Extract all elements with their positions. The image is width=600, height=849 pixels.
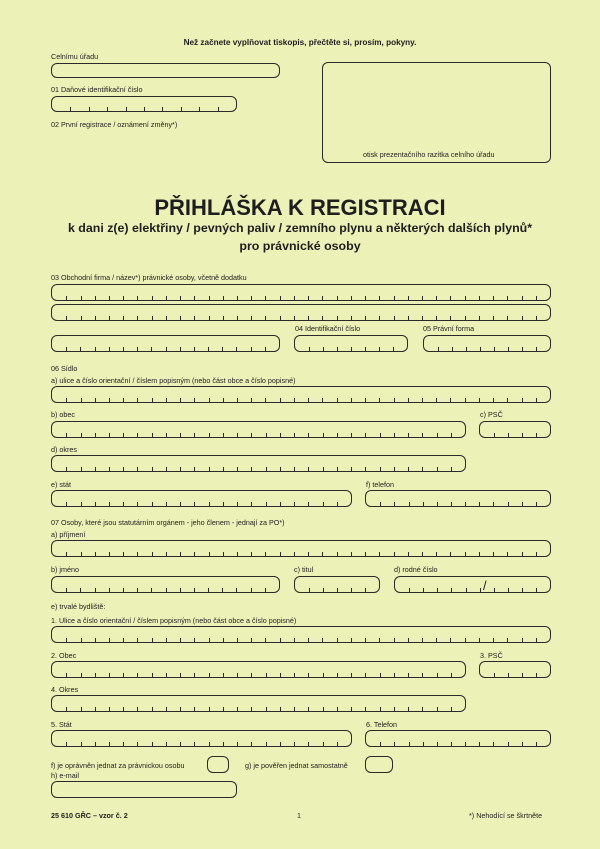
seat-district-field[interactable] — [51, 455, 466, 472]
residence-zip-label: 3. PSČ — [480, 651, 503, 660]
independent-checkbox[interactable] — [365, 756, 393, 773]
first-name-label: b) jméno — [51, 565, 79, 574]
customs-office-field[interactable] — [51, 63, 280, 78]
footnote: *) Nehodící se škrtněte — [469, 811, 543, 820]
residence-zip-field[interactable] — [479, 661, 551, 678]
form-subtitle: k dani z(e) elektřiny / pevných paliv / zemního plynu a některých dalších plynů* — [67, 221, 533, 235]
authorized-label: f) je oprávněn jednat za právnickou osobu — [51, 761, 185, 770]
residence-phone-label: 6. Telefon — [366, 720, 398, 729]
stamp-label: otisk prezentačního razítka celního úřadu — [363, 150, 495, 159]
legal-form-field[interactable] — [423, 335, 551, 352]
form-code: 25 610 GŘC – vzor č. 2 — [51, 811, 128, 820]
ico-prefix-field[interactable] — [51, 335, 280, 352]
residence-state-field[interactable] — [51, 730, 352, 747]
seat-zip-field[interactable] — [479, 421, 551, 438]
instructions-notice: Než začnete vyplňovat tiskopis, přečtěte si, prosím, pokyny. — [183, 38, 417, 47]
page-number: 1 — [297, 811, 301, 820]
company-name-field-1[interactable] — [51, 284, 551, 301]
residence-label: e) trvalé bydliště: — [51, 602, 106, 611]
birth-number-field[interactable] — [394, 576, 551, 593]
form-subtitle-2: pro právnické osoby — [239, 239, 361, 253]
seat-phone-field[interactable] — [365, 490, 551, 507]
surname-field[interactable] — [51, 540, 551, 557]
first-name-field[interactable] — [51, 576, 280, 593]
seat-zip-label: c) PSČ — [480, 410, 503, 419]
seat-phone-label: f) telefon — [366, 480, 394, 489]
legal-form-label: 05 Právní forma — [423, 324, 475, 333]
tax-id-field[interactable] — [51, 96, 237, 112]
form-title: PŘIHLÁŠKA K REGISTRACI — [154, 195, 446, 220]
residence-street-label: 1. Ulice a číslo orientační / číslem popisným (nebo část obce a číslo popisné) — [51, 616, 297, 625]
residence-town-label: 2. Obec — [51, 651, 77, 660]
seat-label: 06 Sídlo — [51, 364, 78, 373]
ico-field[interactable] — [294, 335, 408, 352]
birth-number-slash: / — [483, 578, 487, 593]
residence-state-label: 5. Stát — [51, 720, 72, 729]
independent-label: g) je pověřen jednat samostatně — [245, 761, 348, 770]
authorized-checkbox[interactable] — [207, 756, 229, 773]
residence-district-label: 4. Okres — [51, 685, 79, 694]
birth-number-label: d) rodné číslo — [394, 565, 438, 574]
company-name-label: 03 Obchodní firma / název*) právnické osoby, včetně dodatku — [51, 273, 247, 282]
seat-state-label: e) stát — [51, 480, 71, 489]
seat-town-field[interactable] — [51, 421, 466, 438]
customs-office-label: Celnímu úřadu — [51, 52, 99, 61]
seat-street-field[interactable] — [51, 386, 551, 403]
seat-street-label: a) ulice a číslo orientační / číslem popisným (nebo část obce a číslo popisné) — [51, 376, 296, 385]
residence-town-field[interactable] — [51, 661, 466, 678]
residence-phone-field[interactable] — [365, 730, 551, 747]
residence-street-field[interactable] — [51, 626, 551, 643]
residence-district-field[interactable] — [51, 695, 466, 712]
ico-label: 04 Identifikační číslo — [295, 324, 361, 333]
email-label: h) e-mail — [51, 771, 79, 780]
company-name-field-2[interactable] — [51, 304, 551, 321]
seat-district-label: d) okres — [51, 445, 77, 454]
seat-town-label: b) obec — [51, 410, 75, 419]
first-registration-label: 02 První registrace / oznámení změny*) — [51, 120, 178, 129]
tax-id-label: 01 Daňové identifikační číslo — [51, 85, 143, 94]
email-field[interactable] — [51, 781, 237, 798]
statutory-label: 07 Osoby, které jsou statutárním orgánem - jeho členem - jednají za PO*) — [51, 518, 285, 527]
title-label: c) titul — [294, 565, 314, 574]
seat-state-field[interactable] — [51, 490, 352, 507]
surname-label: a) příjmení — [51, 530, 86, 539]
stamp-area — [322, 62, 551, 163]
title-field[interactable] — [294, 576, 380, 593]
